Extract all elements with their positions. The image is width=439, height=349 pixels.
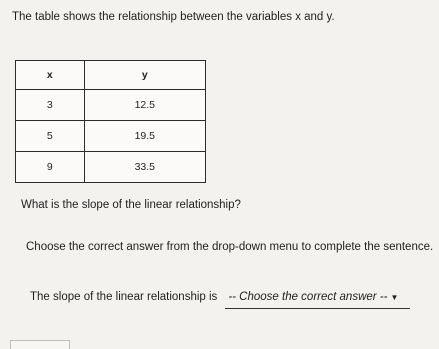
cell-x: 5 — [16, 121, 85, 152]
table-row — [16, 90, 206, 121]
cell-y: 12.5 — [84, 90, 205, 121]
question-text: What is the slope of the linear relationship? — [21, 199, 241, 211]
cell-x: 3 — [16, 90, 85, 121]
dropdown-placeholder: -- Choose the correct answer -- — [228, 291, 388, 303]
table-row — [16, 152, 206, 183]
instruction-text: Choose the correct answer from the drop-down menu to complete the sentence. — [26, 241, 434, 253]
table-header-row — [16, 61, 206, 90]
table-row — [16, 121, 206, 152]
xy-table — [15, 60, 206, 183]
cell-y: 33.5 — [84, 152, 205, 183]
sentence-prefix: The slope of the linear relationship is — [30, 291, 218, 303]
answer-sentence — [30, 291, 410, 309]
header-y: y — [84, 61, 205, 90]
answer-dropdown[interactable] — [225, 291, 410, 309]
intro-text: The table shows the relationship between the variables x and y. — [12, 11, 335, 23]
cell-x: 9 — [16, 152, 85, 183]
caret-down-icon: ▼ — [390, 292, 399, 302]
header-x: x — [16, 61, 85, 90]
cell-y: 19.5 — [84, 121, 205, 152]
